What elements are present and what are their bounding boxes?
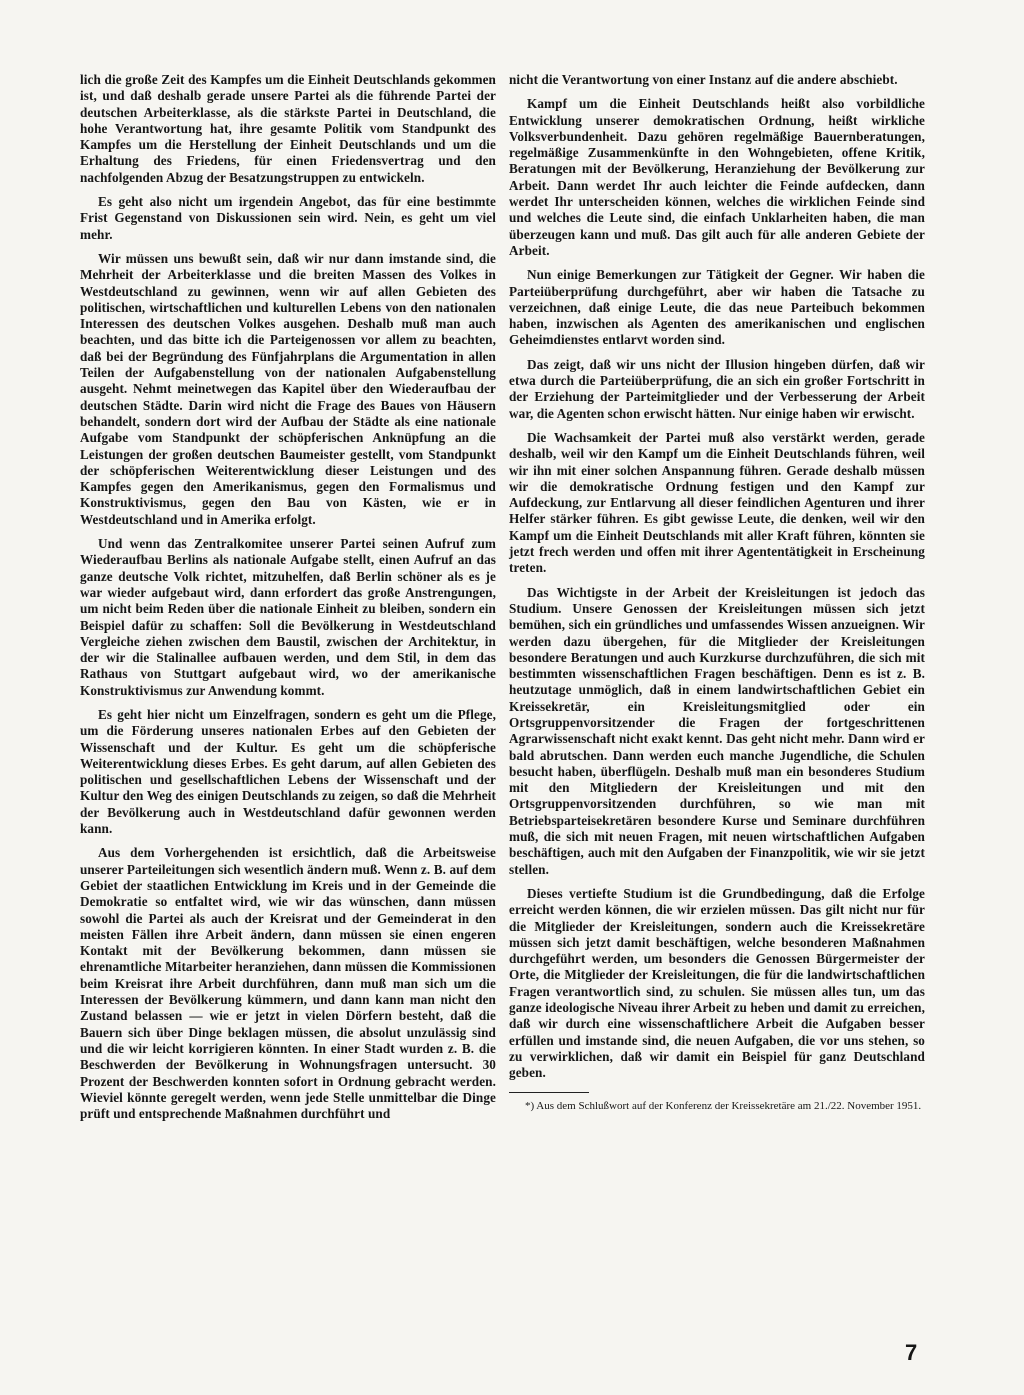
footnote: *) Aus dem Schlußwort auf der Konferenz der Kreissekretäre am 21./22. November 1951. xyxy=(525,1099,922,1112)
paragraph: Wir müssen uns bewußt sein, daß wir nur dann imstande sind, die Mehrheit der Arbeiterklasse und die breiten Massen des Volkes in Westdeutschland zu gewinnen, wenn wir auf allen Gebieten des politischen, wirtschaftlichen und kulturellen Lebens von den nationalen Interessen des deutschen Volkes ausgehen. Deshalb muß man auch beachten, und das bitte ich die Parteigenossen vor allem zu beachten, daß bei der Begründung des Fünfjahrplans die Argumentation in allen Teilen der Aufgabenstellung von der nationalen Aufgabenstellung ausgeht. Nehmt meinetwegen das Kapitel über den Wiederaufbau der deutschen Städte. Darin wird nicht die Frage des Baues von Häusern behandelt, sondern dort wird der Aufbau der Städte als eine nationale Aufgabe vom Standpunkt der schöpferischen Anknüpfung an die Leistungen der großen deutschen Baumeister gestellt, vom Standpunkt der schöpferischen Weiterentwicklung dieser Leistungen und des Kampfes gegen den Amerikanismus, gegen den Formalismus und Konstruktivismus, gegen den Bau von Kästen, wie er in Westdeutschland und in Amerika erfolgt. xyxy=(80,250,496,527)
paragraph: lich die große Zeit des Kampfes um die Einheit Deutschlands gekommen ist, und daß deshalb gerade unsere Partei als die führende Partei der deutschen Arbeiterklasse, als die stärkste Partei in Deutschland, die hohe Verantwortung hat, ihre gesamte Politik vom Standpunkt des Kampfes um die Herstellung der Einheit Deutschlands und um die Erhaltung des Friedens, für einen Friedensvertrag und den nachfolgenden Abzug der Besatzungstruppen zu entwickeln. xyxy=(80,72,496,185)
left-column xyxy=(80,72,496,1130)
paragraph: Die Wachsamkeit der Partei muß also verstärkt werden, gerade deshalb, weil wir den Kampf um die Einheit Deutschlands führen, weil wir ihn mit einer solchen Anspannung führen. Gerade deshalb müssen wir die demokratische Ordnung festigen und den Kampf zur Aufdeckung, zur Entlarvung all dieser feindlichen Agenturen und ihrer Helfer stärker führen. Es gibt gewisse Leute, die denken, weil wir den Kampf um die Einheit Deutschlands mit aller Kraft führen, könnten sie jetzt frech werden und offen mit ihrer Agententätigkeit in Erscheinung treten. xyxy=(509,429,925,576)
right-column xyxy=(509,72,925,1113)
paragraph: Kampf um die Einheit Deutschlands heißt also vorbildliche Entwicklung unserer demokratischen Ordnung, heißt wirkliche Volksverbundenheit. Dazu gehören regelmäßige Bauernberatungen, regelmäßige Zusammenkünfte in den Wohngebieten, offene Kritik, Beratungen mit der Bevölkerung, Heranziehung der Bevölkerung zur Arbeit. Dann werdet Ihr auch leichter die Feinde aufdecken, dann werdet Ihr unterscheiden können, welches die wirklichen Feinde sind und welches die Leute sind, die einfach Unklarheiten haben, die man überzeugen kann und muß. Das gilt auch für alle anderen Gebiete der Arbeit. xyxy=(509,96,925,258)
paragraph: Aus dem Vorhergehenden ist ersichtlich, daß die Arbeitsweise unserer Parteileitungen sich wesentlich ändern muß. Wenn z. B. auf dem Gebiet der staatlichen Entwicklung im Kreis und in der Gemeinde die Demokratie so entfaltet wird, wie wir das wünschen, dann müssen sowohl die Partei als auch der Kreisrat und der Gemeinderat in den meisten Fällen ihre Arbeit ändern, dann müssen sie einen engeren Kontakt mit der Bevölkerung bekommen, dann müssen sie ehrenamtliche Mitarbeiter heranziehen, dann müssen die Kommissionen beim Kreisrat ihre Arbeit durchführen, dann muß man sich um die Interessen der Bevölkerung kümmern, und dann kann man nicht den Zustand belassen — wie er jetzt in vielen Dörfern besteht, daß die Bauern sich über Dinge beklagen müssen, die absolut unzulässig sind und die wir leicht korrigieren könnten. In einer Stadt wurden z. B. die Beschwerden der Bevölkerung in Wohnungsfragen untersucht. 30 Prozent der Beschwerden konnten sofort in Ordnung gebracht werden. Wieviel könnte geregelt werden, wenn jede Stelle unmittelbar die Dinge prüft und entsprechende Maßnahmen durchführt und xyxy=(80,845,496,1122)
paragraph: Es geht hier nicht um Einzelfragen, sondern es geht um die Pflege, um die Förderung unseres nationalen Erbes auf den Gebieten der Wissenschaft und der Kultur. Es geht um die schöpferische Weiterentwicklung dieses Erbes. Es geht darum, auf allen Gebieten des politischen und gesellschaftlichen Lebens der Wissenschaft und der Kultur den Weg des einigen Deutschlands zu zeigen, so daß die Mehrheit der Bevölkerung auch in Westdeutschland dafür gewonnen werden kann. xyxy=(80,706,496,837)
paragraph: Das Wichtigste in der Arbeit der Kreisleitungen ist jedoch das Studium. Unsere Genossen der Kreisleitungen müssen sich jetzt bemühen, sich ein gründliches und umfassendes Wissen anzueignen. Wir werden dazu übergehen, für die Mitglieder der Kreisleitungen besondere Beratungen und auch Kurzkurse durchzuführen, die sich mit bestimmten wissenschaftlichen Fragen beschäftigen. Denn es ist z. B. heutzutage unmöglich, daß in einem landwirtschaftlichen Gebiet ein Kreissekretär, ein Kreisleitungsmitglied oder ein Ortsgruppenvorsitzender die Fragen der fortgeschrittenen Agrarwissenschaft nicht exakt kennt. Das geht nicht mehr. Dann wird er bald abrutschen. Dann werden euch manche Jugendliche, die Schulen besucht haben, überflügeln. Deshalb muß man ein besonderes Studium mit den Mitgliedern der Kreisleitungen und mit den Ortsgruppenvorsitzenden durchführen, so wie man mit Betriebsparteisekretären besondere Kurse und Seminare durchführen muß, die sich mit neuen Fragen, mit neuen wirtschaftlichen Aufgaben beschäftigen, auch mit den Aufgaben der Finanzpolitik, wie wir sie jetzt stellen. xyxy=(509,584,925,877)
paragraph: Und wenn das Zentralkomitee unserer Partei seinen Aufruf zum Wiederaufbau Berlins als nationale Aufgabe stellt, einen Aufruf an das ganze deutsche Volk richtet, mitzuhelfen, daß Berlin schöner als es je war wieder aufgebaut wird, dann erfordert das große Anstrengungen, um nicht beim Reden über die nationale Einheit zu bleiben, sondern ein Beispiel dafür zu schaffen: Soll die Bevölkerung in Westdeutschland Vergleiche ziehen zwischen dem Baustil, zwischen der Architektur, in der wir die Stalinallee aufbauen werden, und dem Stil, in dem das Rathaus von Stuttgart aufgebaut wird, wo der amerikanische Konstruktivismus zur Anwendung kommt. xyxy=(80,536,496,698)
paragraph: Es geht also nicht um irgendein Angebot, das für eine bestimmte Frist Gegenstand von Diskussionen sein wird. Nein, es geht um viel mehr. xyxy=(80,194,496,242)
paragraph: Dieses vertiefte Studium ist die Grundbedingung, daß die Erfolge erreicht werden können, die wir erzielen müssen. Das gilt nicht nur für die Mitglieder der Kreisleitungen, sondern auch die Kreissekretäre müssen sich jetzt damit beschäftigen, welche besonderen Maßnahmen durchgeführt werden, um besonders die Genossen Bürgermeister der Orte, die Mitglieder der Kreisleitungen, die für die landwirtschaftlichen Fragen verantwortlich sind, zu schulen. Sie müssen alles tun, um das ganze ideologische Niveau ihrer Arbeit zu heben und damit zu erreichen, daß wir durch eine wissenschaftlichere Arbeit die Aufgaben besser erfüllen und imstande sind, die neuen Aufgaben, die vor uns stehen, so zu verwirklichen, daß wir damit ein Beispiel für ganz Deutschland geben. xyxy=(509,885,925,1081)
paragraph: nicht die Verantwortung von einer Instanz auf die andere abschiebt. xyxy=(509,72,898,87)
paragraph: Nun einige Bemerkungen zur Tätigkeit der Gegner. Wir haben die Parteiüberprüfung durchgeführt, aber wir haben die Tatsache zu verzeichnen, daß einige Leute, die das neue Parteibuch bekommen haben, inzwischen als Agenten des amerikanischen und englischen Geheimdienstes entlarvt worden sind. xyxy=(509,267,925,348)
page-number: 7 xyxy=(905,1340,918,1365)
footnote-divider xyxy=(509,1092,589,1093)
paragraph: Das zeigt, daß wir uns nicht der Illusion hingeben dürfen, daß wir etwa durch die Parteiüberprüfung, die an sich ein großer Fortschritt in der Erziehung der Parteimitglieder und der Verbesserung der Arbeit war, die Agenten schon erwischt hätten. Nur einige haben wir erwischt. xyxy=(509,356,925,421)
